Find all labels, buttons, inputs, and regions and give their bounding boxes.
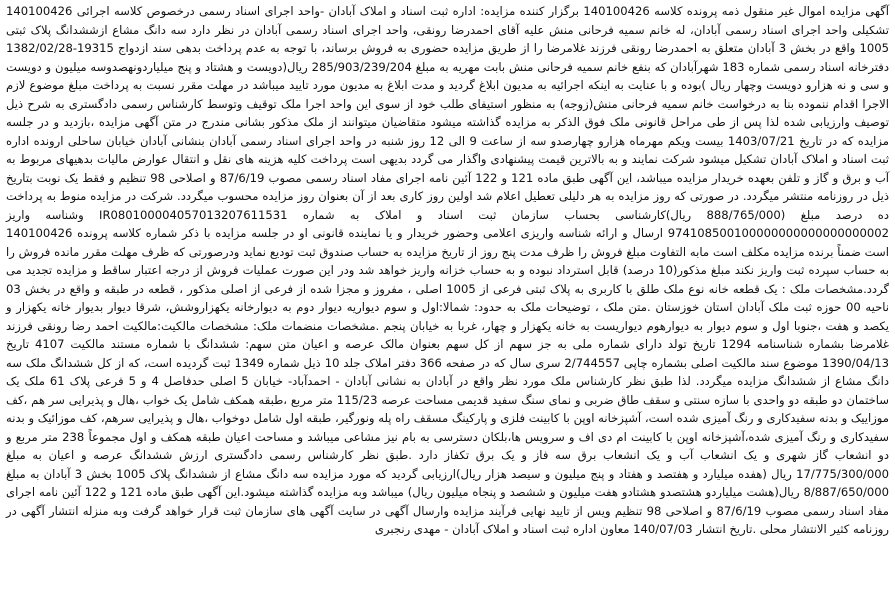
notice-body: آگهی مزایده اموال غیر منقول ذمه پرونده کلاسه 140100426 برگزار کننده مزایده: اداره ثبت اسناد و املاک آبادان -واحد اجرای اسناد رسمی درخصوص کلاسه اجرائی 140100426 تشکیلی واحد اجرای اسناد رسمی آبادان، له خانم سمیه فرحانی منش علیه آقای احمدرضا رونقی، واحد اجرای اسناد رسمی آبادان در نظر دارد سه دانگ مشاع ازششدانگ پلاک ثبتی 1005 واقع در بخش 3 آبادان متعلق به احمدرضا رونقی فرزند غلامرضا را از طریق مزایده حضوری به فروش برساند، با توجه به عدم پرداخت بدهی سند ازدواج 19315-1382/02/28 دفترخانه اسناد رسمی شماره 183 شهرآبادان که بنفع خانم سمیه فرحانی منش بابت مهریه به مبلغ 285/903/239/204 ریال(دویست و هشتاد و پنج میلیاردونهصدوسه میلیون و دویست و سی و نه هزارو دویست وچهار ریال )بوده و با عنایت به اینکه اجرائیه به مدیون ابلاغ گردید و مدت ابلاغ به مدیون مورد تایید میباشد در مهلت مقرر نسبت به پرداخت مبلغ موضوع لازم الاجرا اقدام ننموده بنا به درخواست خانم سمیه فرحانی منش(زوجه) به منظور استیفای طلب خود از سوی این واحد اجرا ملک توقیف وتوسط کارشناس رسمی دادگستری به شرح ذیل توصیف وارزیابی شده لذا پس از طی مراحل قانونی ملک فوق الذکر به مزایده گذاشته میشود متقاضیان میتوانند از ملک مذکور بشانی مندرج در متن آگهی مزایده ،بازدید و در جلسه مزایده که در تاریخ 1403/07/21 بیست ویکم مهرماه هزارو چهارصدو سه از ساعت 9 الی 12 روز شنبه در واحد اجرای اسناد رسمی آبادان بنشانی آبادان خیابان ساحلی ارونده اداره ثبت اسناد و املاک آبادان تشکیل میشود شرکت نمایند و به بالاترین قیمت پیشنهادی واگذار می گردد بدیهی است پرداخت کلیه هزینه های نقل و انتقال عوارض مالیات بدهیهای مربوط به آب و برق و گاز و تلفن بعهده خریدار مزایده میباشد، این آگهی طبق ماده 121 و 122 آئین نامه اجرای مفاد اسناد رسمی مصوب 87/6/19 و اصلاحی 98 تنظیم و فقط یک نوبت بتاریخ ذیل در روزنامه منتشر میگردد. در صورتی که روز مزایده به هر دلیلی تعطیل اعلام شد اولین روز کاری بعد از آن بعنوان روز مزایده محسوب میگردد. شرکت در مزایده منوط به پرداخت ده درصد مبلغ (888/765/000 ریال)کارشناسی بحساب سازمان ثبت اسناد و املاک به شماره IR080100004057013207611531 وشناسه واریز 974108500100000000000000000002 ارسال و ارائه شناسه واریزی اعلامی وحضور خریدار و یا نماینده قانونی او در جلسه مزایده با ذکر شماره کلاسه پرونده 140100426 است ضمناً برنده مزایده مکلف است مابه التفاوت مبلغ فروش را ظرف مدت پنج روز از تاریخ مزایده به حساب صندوق ثبت تودیع نماید ودرصورتی که ظرف مهلت مقرر مانده فروش را به حساب سپرده ثبت واریز نکند مبلغ مذکور(10 درصد) قابل استرداد نبوده و به حساب خزانه واریز خواهد شد ودر این صورت عملیات فروش از درجه اعتبار ساقط و مزایده تجدید می گردد.مشخصات ملک : یک قطعه خانه نوع ملک طلق با کاربری به پلاک ثبتی فرعی از 1005 اصلی ، مفروز و مجزا شده از فرعی از اصلی مذکور ، قطعه در طبقه و واقع در بخش 03 ناحیه 00 حوزه ثبت ملک آبادان استان خوزستان .متن ملک ، توضیحات ملک به حدود: شمالا:اول و سوم دیواریه دیوار دوم به دیوارخانه یکهزاروشش، شرقا دیوار بدیوار خانه یکهزار و یکصد و هفت ،جنوبا اول و سوم دیوار به دیوارهوم دیواریست به خانه یکهزار و چهار، غربا به خیابان پنجم .مشخصات منضمات ملک: مشخصات مالکیت:مالکیت احمد رضا رونقی فرزند غلامرضا بشماره شناسنامه 1294 تاریخ تولد دارای شماره ملی به جز سهم از کل سهم بعنوان مالک عرصه و اعیان متن سهم: ششدانگ با شماره مستند مالکیت 4107 تاریخ 1390/04/13 موضوع سند مالکیت اصلی بشماره چاپی 2/744557 سری سال که در صفحه 366 دفتر املاک جلد 10 ذیل شماره 1349 ثبت گردیده است، که از کل ششدانگ ملک سه دانگ مشاع از ششدانگ مزایده میگردد. لذا طبق نظر کارشناس ملک مورد نظر واقع در آبادان به نشانی آبادان - احمدآباد- خیابان 5 اصلی حدفاصل 4 و 5 فرعی پلاک 61 ملک یک ساختمان دو طبقه دو واحدی با سازه سنتی و سقف طاق ضربی و نمای سنگ سفید قدیمی مساحت عرصه 115/23 متر مربع ،طبقه همکف شامل یک خواب ،هال و پذیرایی سر هم ،کف موزاییک و بدنه سفیدکاری و رنگ آمیزی شده است، آشپزخانه اوپن با کابینت فلزی و پارکینگ مسقف راه پله ونورگیر، طبقه اول شامل دوخواب ،هال و پذیرایی سرهم، کف موزائیک و بدنه سفیدکاری و رنگ آمیزی شده،آشپزخانه اوپن با کابینت ام دی اف و سرویس ها،بلکان دسترسی به بام نیز مشاعی میباشد و مساحت اعیان طبقه همکف و اول مجموعاً 238 متر مربع و دو انشعاب گاز شهری و یک انشعاب آب و یک انشعاب برق سه فاز و یک برق تکفاز دارد .طبق نظر کارشناس رسمی دادگستری ارزش ششدانگ عرصه و اعیان به مبلغ 17/775/300/000 ریال (هفده میلیارد و هفتصد و هفتاد و پنج میلیون و سیصد هزار ریال)ارزیابی گردید که مورد مزایده سه دانگ مشاع از ششدانگ پلاک 1005 بخش 3 آبادان به مبلغ 8/887/650/000 ریال(هشت میلیاردو هشتصدو هشتادو هفت میلیون و ششصد و پنجاه میلیون ریال) میباشد وبه مزایده گذاشته میشود.این آگهی طبق ماده 121 و 122 آئین نامه اجرای مفاد اسناد رسمی مصوب 87/6/19 و اصلاحی 98 تنظیم ویس از تایید نهایی فرآیند مزایده وارسال آگهی در سایت آگهی های سازمان ثبت قرار خواهد گرفت وبه منزله انتشار آگهی در روزنامه کثیر الانتشار محلی .تاریخ انتشار 140/07/03 معاون اداره ثبت اسناد و املاک آبادان - مهدی رنجبری	[6, 4, 890, 536]
